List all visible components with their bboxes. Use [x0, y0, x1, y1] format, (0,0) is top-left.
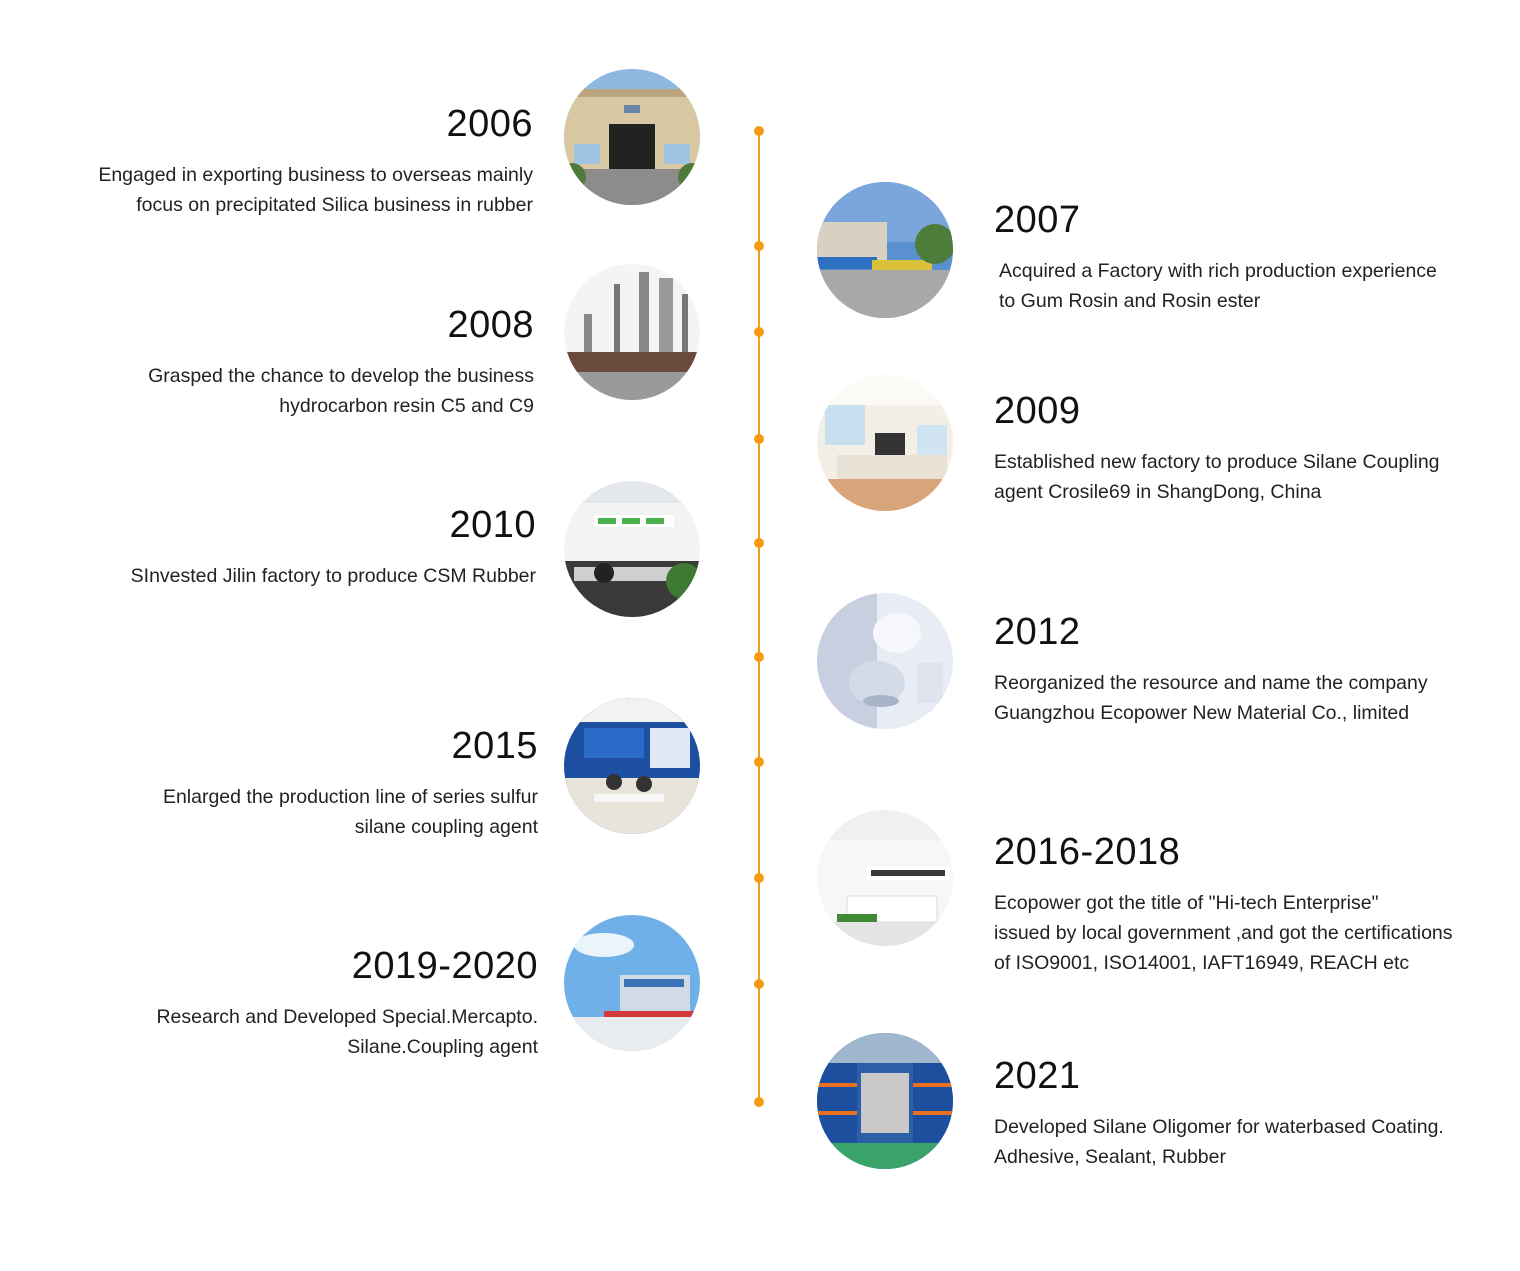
timeline-entry-2007 — [994, 198, 1437, 316]
entry-description: Developed Silane Oligomer for waterbased Coating. Adhesive, Sealant, Rubber — [994, 1116, 1444, 1168]
entry-description: Established new factory to produce Silane Coupling agent Crosile69 in ShangDong, China — [994, 451, 1440, 503]
lab-glassware-photo — [817, 593, 953, 729]
timeline-dot — [754, 434, 764, 444]
timeline-dot — [754, 652, 764, 662]
laboratory-photo — [817, 375, 953, 511]
timeline-entry-2009 — [994, 389, 1440, 507]
refinery-photo — [564, 264, 700, 400]
timeline-dot — [754, 979, 764, 989]
entry-year: 2015 — [451, 725, 538, 767]
entry-year: 2012 — [994, 611, 1081, 653]
timeline-entry-2008 — [148, 303, 534, 421]
entry-description: Reorganized the resource and name the company Guangzhou Ecopower New Material Co., limited — [994, 672, 1428, 724]
timeline-axis — [758, 130, 760, 1102]
exhibition-booth-photo — [564, 698, 700, 834]
entry-year: 2019-2020 — [351, 945, 538, 987]
factory-yard-photo — [817, 182, 953, 318]
warehouse-photo — [817, 1033, 953, 1169]
timeline-dot — [754, 126, 764, 136]
timeline-entry-2010 — [131, 503, 536, 591]
timeline-dot — [754, 873, 764, 883]
entry-year: 2009 — [994, 390, 1081, 432]
timeline-entry-2019-2020 — [156, 944, 538, 1062]
entry-year: 2010 — [449, 504, 536, 546]
entry-description: Research and Developed Special.Mercapto. Silane.Coupling agent — [156, 1006, 538, 1058]
plant-building-photo — [564, 915, 700, 1051]
timeline-entry-2012 — [994, 610, 1428, 728]
timeline-dot — [754, 241, 764, 251]
factory-gate-photo — [564, 69, 700, 205]
entry-description: Engaged in exporting business to overseas mainly focus on precipitated Silica business in rubber — [98, 164, 533, 216]
timeline-dot — [754, 327, 764, 337]
entry-description: Enlarged the production line of series sulfur silane coupling agent — [162, 786, 538, 838]
entry-year: 2021 — [994, 1055, 1081, 1097]
entry-description: Acquired a Factory with rich production experience to Gum Rosin and Rosin ester — [999, 260, 1437, 312]
entry-year: 2008 — [447, 304, 534, 346]
timeline-dot — [754, 538, 764, 548]
timeline-entry-2021 — [994, 1054, 1444, 1172]
timeline-entry-2015 — [163, 724, 538, 842]
entry-year: 2016-2018 — [994, 831, 1181, 873]
reception-desk-photo — [817, 810, 953, 946]
entry-description: Grasped the chance to develop the business hydrocarbon resin C5 and C9 — [148, 365, 534, 417]
timeline-entry-2016-2018 — [994, 830, 1453, 978]
entry-year: 2006 — [446, 103, 533, 145]
entry-description: SInvested Jilin factory to produce CSM Rubber — [130, 565, 536, 587]
timeline-dot — [754, 1097, 764, 1107]
timeline-entry-2006 — [98, 102, 533, 220]
entry-year: 2007 — [994, 199, 1081, 241]
entry-description: Ecopower got the title of "Hi-tech Enterprise" issued by local government ,and got the certifications of ISO9001, ISO14001, IAFT16949, REACH etc — [994, 892, 1453, 974]
office-photo — [564, 481, 700, 617]
timeline-dot — [754, 757, 764, 767]
